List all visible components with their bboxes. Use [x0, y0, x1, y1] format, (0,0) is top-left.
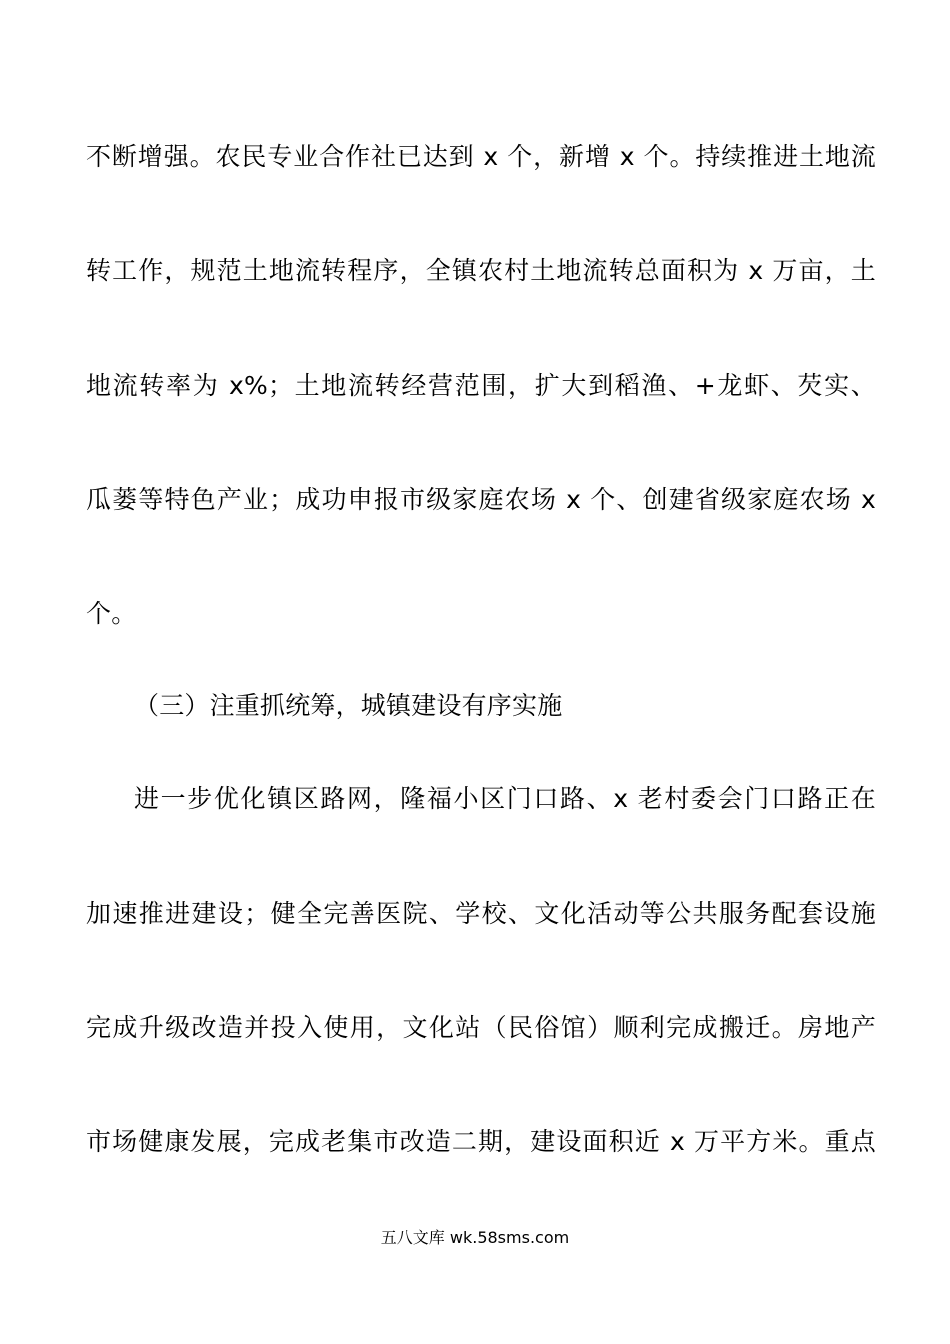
paragraph-line: 地流转率为 x%；土地流转经营范围，扩大到稻渔、+龙虾、芡实、 — [86, 371, 876, 400]
footer-watermark: 五八文库 wk.58sms.com — [380, 1228, 570, 1247]
paragraph-line: 加速推进建设；健全完善医院、学校、文化活动等公共服务配套设施 — [86, 899, 876, 928]
paragraph-line: 不断增强。农民专业合作社已达到 x 个，新增 x 个。持续推进土地流 — [86, 142, 876, 171]
paragraph-line: 转工作，规范土地流转程序，全镇农村土地流转总面积为 x 万亩，土 — [86, 256, 876, 285]
paragraph-line: 完成升级改造并投入使用，文化站（民俗馆）顺利完成搬迁。房地产 — [86, 1013, 876, 1042]
paragraph-line: 市场健康发展，完成老集市改造二期，建设面积近 x 万平方米。重点 — [86, 1127, 876, 1156]
paragraph-line: 进一步优化镇区路网，隆福小区门口路、x 老村委会门口路正在 — [134, 784, 876, 813]
section-heading: （三）注重抓统筹，城镇建设有序实施 — [134, 691, 563, 720]
paragraph-line: 瓜蒌等特色产业；成功申报市级家庭农场 x 个、创建省级家庭农场 x — [86, 485, 876, 514]
paragraph-line: 个。 — [86, 599, 137, 628]
